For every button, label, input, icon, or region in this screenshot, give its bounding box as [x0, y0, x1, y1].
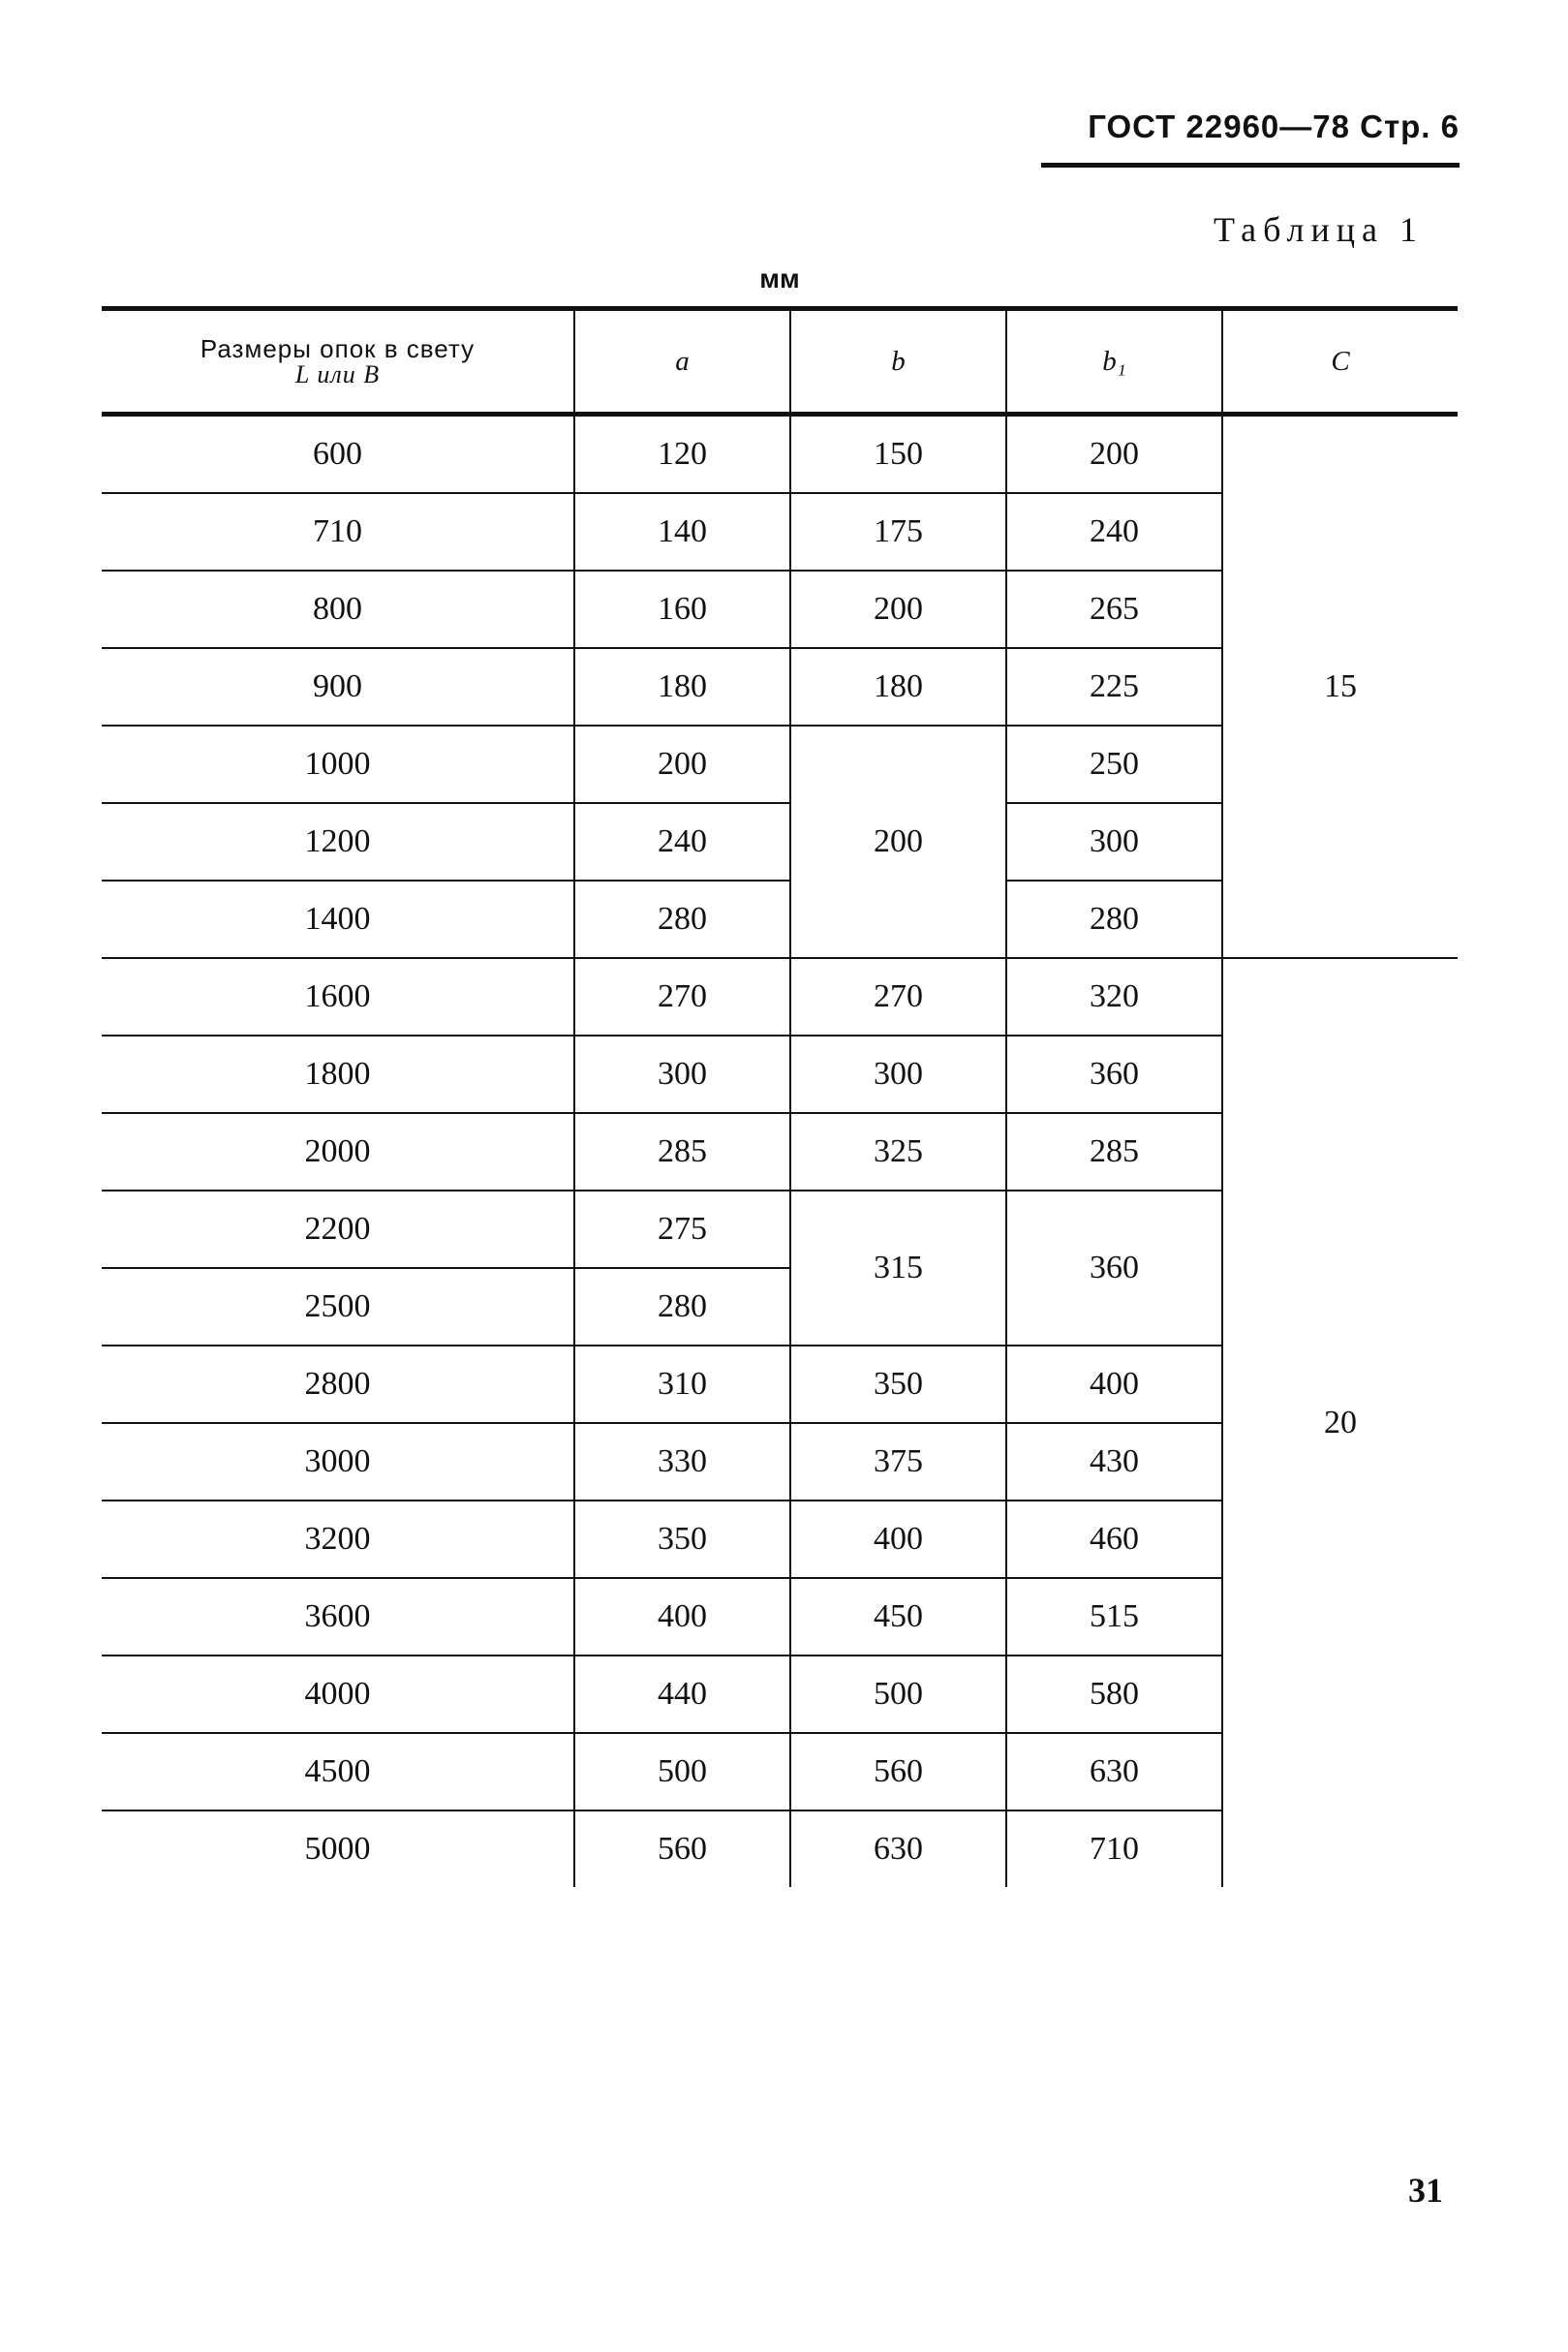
cell-c-group-1: 15: [1222, 415, 1458, 959]
cell-c-group-2: 20: [1222, 958, 1458, 1887]
header-flask-size: [102, 309, 574, 415]
cell-b1-merged: 360: [1006, 1191, 1222, 1346]
cell-size: 4000: [102, 1656, 574, 1733]
cell-a: 240: [574, 803, 790, 881]
cell-b: 175: [790, 493, 1006, 571]
cell-b: 180: [790, 648, 1006, 726]
cell-a: 280: [574, 1268, 790, 1346]
cell-size: 1200: [102, 803, 574, 881]
table-caption: Таблица 1: [1214, 210, 1424, 249]
cell-a: 500: [574, 1733, 790, 1810]
cell-size: 710: [102, 493, 574, 571]
cell-a: 285: [574, 1113, 790, 1191]
cell-a: 400: [574, 1578, 790, 1656]
cell-b1: 300: [1006, 803, 1222, 881]
cell-a: 310: [574, 1346, 790, 1423]
cell-b: 350: [790, 1346, 1006, 1423]
cell-b1: 265: [1006, 571, 1222, 648]
cell-a: 180: [574, 648, 790, 726]
table-row: [102, 415, 1458, 494]
cell-b1: 630: [1006, 1733, 1222, 1810]
cell-a: 200: [574, 726, 790, 803]
unit-label: мм: [759, 263, 800, 294]
cell-b1: 285: [1006, 1113, 1222, 1191]
document-header: ГОСТ 22960—78 Стр. 6: [1041, 108, 1460, 168]
cell-size: 1000: [102, 726, 574, 803]
cell-b1: 250: [1006, 726, 1222, 803]
cell-a: 120: [574, 415, 790, 494]
cell-b1: 400: [1006, 1346, 1222, 1423]
cell-b1: 225: [1006, 648, 1222, 726]
cell-size: 2000: [102, 1113, 574, 1191]
cell-b1: 360: [1006, 1036, 1222, 1113]
cell-b: 630: [790, 1810, 1006, 1887]
header-a: a: [574, 309, 790, 415]
cell-size: 600: [102, 415, 574, 494]
header-flask-size-line2: L или B: [294, 359, 381, 388]
cell-b: 450: [790, 1578, 1006, 1656]
cell-a: 330: [574, 1423, 790, 1501]
cell-b: 400: [790, 1501, 1006, 1578]
header-b: b: [790, 309, 1006, 415]
cell-size: 800: [102, 571, 574, 648]
cell-b-merged: 200: [790, 726, 1006, 958]
cell-size: 1600: [102, 958, 574, 1036]
cell-b: 200: [790, 571, 1006, 648]
cell-size: 3000: [102, 1423, 574, 1501]
cell-size: 5000: [102, 1810, 574, 1887]
cell-b: 375: [790, 1423, 1006, 1501]
cell-b1: 320: [1006, 958, 1222, 1036]
cell-a: 350: [574, 1501, 790, 1578]
cell-b1: 710: [1006, 1810, 1222, 1887]
cell-b1: 280: [1006, 881, 1222, 958]
cell-b1: 580: [1006, 1656, 1222, 1733]
table-row: [102, 958, 1458, 1036]
cell-a: 560: [574, 1810, 790, 1887]
cell-b: 500: [790, 1656, 1006, 1733]
cell-size: 4500: [102, 1733, 574, 1810]
cell-a: 140: [574, 493, 790, 571]
cell-b1: 460: [1006, 1501, 1222, 1578]
cell-size: 2500: [102, 1268, 574, 1346]
cell-b1: 430: [1006, 1423, 1222, 1501]
cell-b: 325: [790, 1113, 1006, 1191]
cell-b1: 240: [1006, 493, 1222, 571]
cell-size: 900: [102, 648, 574, 726]
cell-a: 275: [574, 1191, 790, 1268]
cell-size: 2800: [102, 1346, 574, 1423]
cell-a: 280: [574, 881, 790, 958]
header-c: C: [1222, 309, 1458, 415]
cell-b-merged: 315: [790, 1191, 1006, 1346]
cell-a: 160: [574, 571, 790, 648]
header-b1: b₁: [1006, 309, 1222, 415]
table-header-row: [102, 309, 1458, 415]
cell-size: 3600: [102, 1578, 574, 1656]
cell-b1: 515: [1006, 1578, 1222, 1656]
cell-size: 2200: [102, 1191, 574, 1268]
cell-b: 150: [790, 415, 1006, 494]
header-flask-size-line1: Размеры опок в свету: [200, 333, 476, 363]
cell-size: 1400: [102, 881, 574, 958]
page-number: 31: [1408, 2171, 1443, 2210]
cell-size: 3200: [102, 1501, 574, 1578]
cell-b: 300: [790, 1036, 1006, 1113]
cell-b: 560: [790, 1733, 1006, 1810]
cell-size: 1800: [102, 1036, 574, 1113]
flask-dimensions-table: [102, 306, 1458, 1887]
cell-a: 440: [574, 1656, 790, 1733]
cell-b: 270: [790, 958, 1006, 1036]
cell-a: 300: [574, 1036, 790, 1113]
cell-b1: 200: [1006, 415, 1222, 494]
cell-a: 270: [574, 958, 790, 1036]
